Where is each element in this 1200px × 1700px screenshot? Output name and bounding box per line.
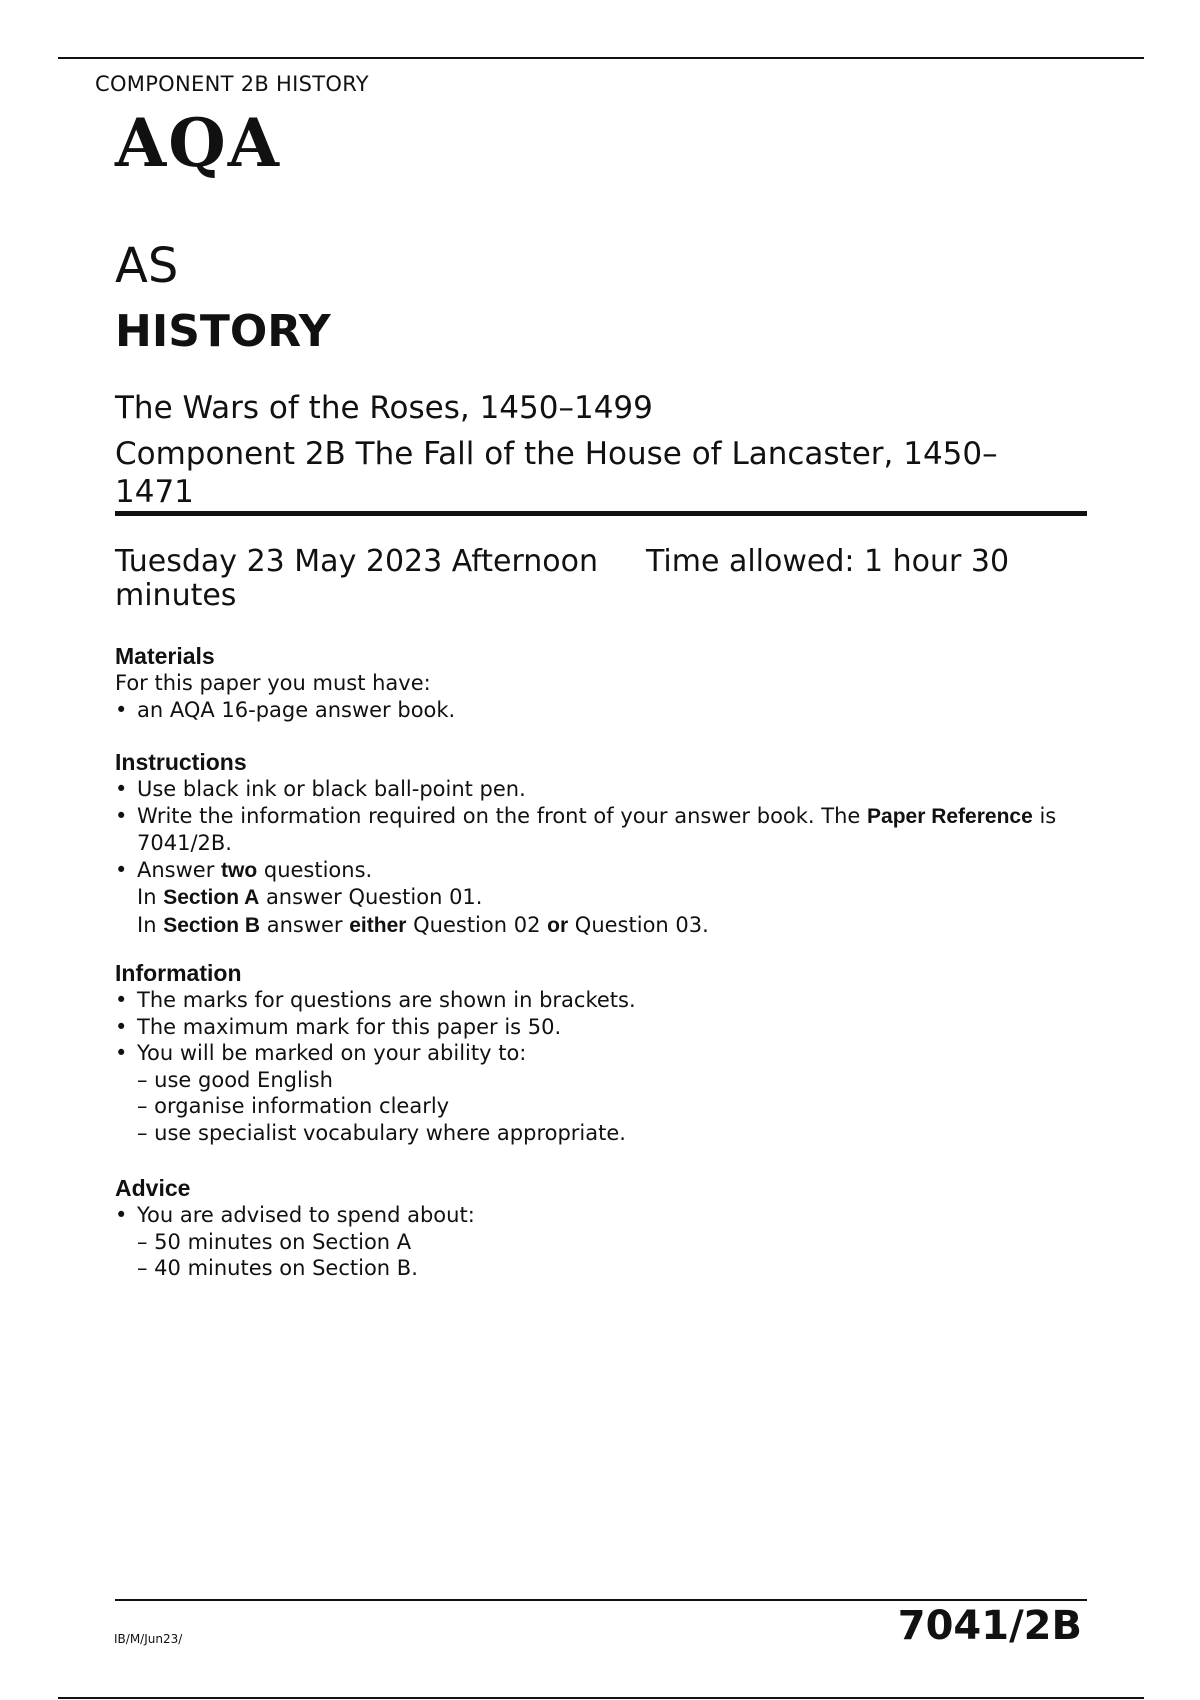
top-border-rule: [58, 57, 1144, 59]
footer-code: IB/M/Jun23/: [114, 1632, 183, 1646]
bottom-border-rule: [58, 1697, 1144, 1699]
instruction-subline: In Section A answer Question 01.: [137, 885, 483, 909]
instructions-section: [115, 749, 1115, 939]
materials-intro: For this paper you must have:: [115, 671, 431, 695]
advice-subitem: – 50 minutes on Section A: [137, 1229, 412, 1254]
instruction-item: • Answer two questions.: [115, 857, 1115, 885]
materials-item: • an AQA 16-page answer book.: [115, 697, 1115, 724]
exam-date: Tuesday 23 May 2023 Afternoon: [115, 544, 598, 579]
instruction-item: • Write the information required on the front of your answer book. The Paper Reference is 7041/2B.: [115, 803, 1115, 857]
subject-title: HISTORY: [115, 306, 331, 357]
information-subitem: – use specialist vocabulary where appropriate.: [137, 1120, 626, 1145]
paper-title: The Wars of the Roses, 1450–1499: [115, 390, 653, 426]
exam-date-line: [115, 545, 1075, 613]
materials-heading: Materials: [115, 643, 215, 669]
heading-divider: [115, 511, 1087, 516]
component-title: Component 2B The Fall of the House of Lancaster, 1450–1471: [115, 436, 998, 510]
advice-subitem: – 40 minutes on Section B.: [137, 1256, 418, 1280]
aqa-logo: AQA: [115, 104, 281, 182]
advice-heading: Advice: [115, 1175, 191, 1201]
information-subitem: – use good English: [137, 1067, 333, 1092]
instructions-heading: Instructions: [115, 749, 247, 775]
qualification-level: AS: [115, 238, 179, 294]
instruction-item: • Use black ink or black ball-point pen.: [115, 776, 1115, 803]
running-header: COMPONENT 2B HISTORY: [95, 72, 369, 96]
footer-rule: [115, 1599, 1087, 1601]
information-heading: Information: [115, 960, 242, 986]
paper-reference: 7041/2B: [897, 1603, 1082, 1649]
information-item: • The maximum mark for this paper is 50.: [115, 1014, 1115, 1041]
information-section: [115, 960, 1115, 1146]
instruction-subline: In Section B answer either Question 02 or Question 03.: [137, 912, 709, 937]
materials-section: [115, 643, 1115, 723]
information-item: • The marks for questions are shown in brackets.: [115, 987, 1115, 1014]
time-allowed: Time allowed: 1 hour 30 minutes: [115, 544, 1010, 613]
information-subitem: – organise information clearly: [137, 1094, 450, 1118]
advice-section: [115, 1175, 1115, 1282]
advice-item: • You are advised to spend about:: [115, 1202, 1115, 1229]
information-item: • You will be marked on your ability to:: [115, 1040, 1115, 1067]
